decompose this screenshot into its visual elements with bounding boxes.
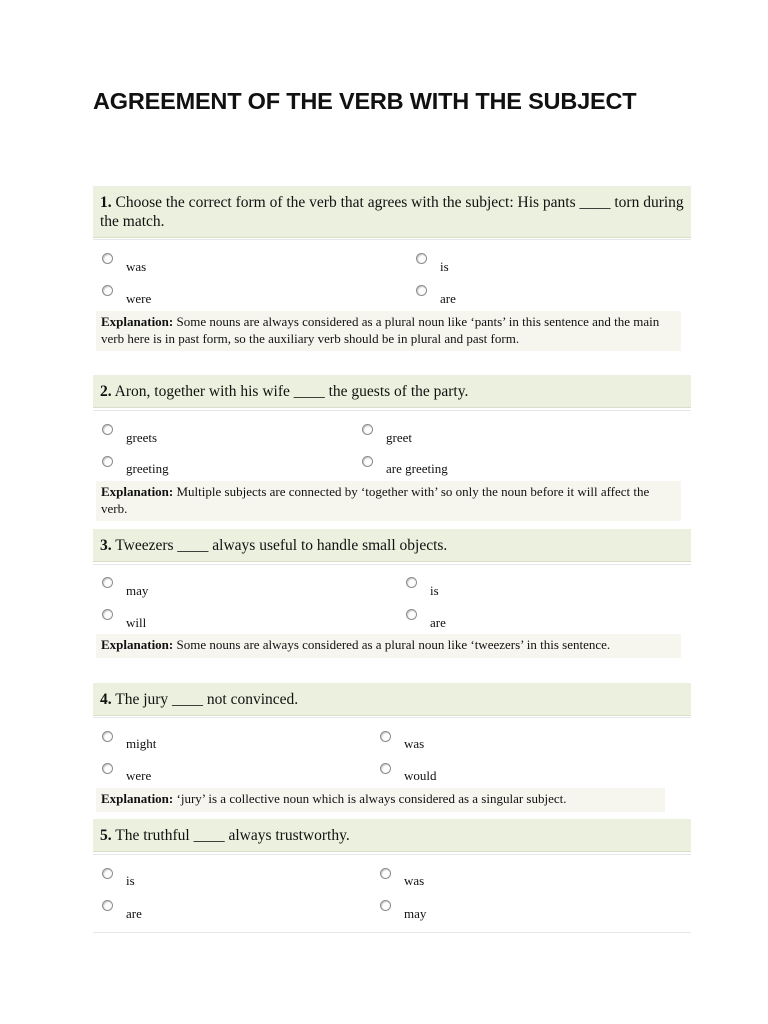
- question-number: 3.: [100, 537, 112, 554]
- divider: [93, 854, 691, 855]
- explanation-label: Explanation:: [101, 314, 174, 329]
- question-text: The jury ____ not convinced.: [115, 691, 299, 708]
- option-label: may: [404, 906, 427, 921]
- question-5-header: [93, 819, 691, 852]
- option-label: were: [126, 291, 152, 306]
- question-text: The truthful ____ always trustworthy.: [115, 827, 350, 844]
- explanation-1: [96, 311, 681, 351]
- explanation-text: Some nouns are always considered as a plural noun like ‘pants’ in this sentence and the main verb here is in past form, so the auxiliary verb should be in plural and past form.: [101, 314, 660, 346]
- explanation-label: Explanation:: [101, 637, 174, 652]
- explanation-4: [96, 788, 665, 812]
- explanation-3: [96, 634, 681, 658]
- radio-q2-greet[interactable]: [362, 424, 373, 435]
- option-label: is: [126, 873, 135, 888]
- question-number: 1.: [100, 194, 112, 211]
- option-label: would: [404, 768, 437, 783]
- option-label: are: [126, 906, 142, 921]
- page-title: AGREEMENT OF THE VERB WITH THE SUBJECT: [93, 88, 637, 114]
- option-label: greet: [386, 430, 412, 445]
- option-label: are: [430, 615, 446, 630]
- question-text: Choose the correct form of the verb that agrees with the subject: His pants ____ torn during the match.: [100, 194, 684, 230]
- explanation-text: ‘jury’ is a collective noun which is always considered as a singular subject.: [176, 791, 567, 806]
- divider: [93, 932, 691, 933]
- radio-q4-might[interactable]: [102, 731, 113, 742]
- question-2-header: [93, 375, 691, 408]
- divider: [93, 239, 691, 240]
- option-label: may: [126, 583, 149, 598]
- option-label: is: [440, 259, 449, 274]
- option-label: were: [126, 768, 152, 783]
- radio-q3-is[interactable]: [406, 577, 417, 588]
- radio-q2-greeting[interactable]: [102, 456, 113, 467]
- question-text: Aron, together with his wife ____ the guests of the party.: [114, 383, 469, 400]
- question-number: 4.: [100, 691, 112, 708]
- option-label: was: [126, 259, 147, 274]
- radio-q2-are-greeting[interactable]: [362, 456, 373, 467]
- radio-q3-may[interactable]: [102, 577, 113, 588]
- option-label: might: [126, 736, 157, 751]
- explanation-label: Explanation:: [101, 791, 174, 806]
- radio-q4-was[interactable]: [380, 731, 391, 742]
- radio-q4-would[interactable]: [380, 763, 391, 774]
- radio-q5-may[interactable]: [380, 900, 391, 911]
- radio-q1-were[interactable]: [102, 285, 113, 296]
- divider: [93, 410, 691, 411]
- option-label: was: [404, 873, 425, 888]
- question-3-header: [93, 529, 691, 562]
- radio-q1-are[interactable]: [416, 285, 427, 296]
- option-label: was: [404, 736, 425, 751]
- radio-q5-are[interactable]: [102, 900, 113, 911]
- explanation-label: Explanation:: [101, 484, 174, 499]
- radio-q5-is[interactable]: [102, 868, 113, 879]
- divider: [93, 564, 691, 565]
- radio-q1-was[interactable]: [102, 253, 113, 264]
- radio-q4-were[interactable]: [102, 763, 113, 774]
- question-number: 2.: [100, 383, 112, 400]
- explanation-text: Multiple subjects are connected by ‘together with’ so only the noun before it will affect the verb.: [101, 484, 650, 516]
- option-label: is: [430, 583, 439, 598]
- option-label: greets: [126, 430, 158, 445]
- explanation-2: [96, 481, 681, 521]
- radio-q5-was[interactable]: [380, 868, 391, 879]
- question-1-header: [93, 186, 691, 238]
- question-4-header: [93, 683, 691, 716]
- question-number: 5.: [100, 827, 112, 844]
- explanation-text: Some nouns are always considered as a plural noun like ‘tweezers’ in this sentence.: [176, 637, 611, 652]
- option-label: greeting: [126, 461, 169, 476]
- radio-q2-greets[interactable]: [102, 424, 113, 435]
- question-text: Tweezers ____ always useful to handle small objects.: [115, 537, 448, 554]
- option-label: are greeting: [386, 461, 448, 476]
- option-label: will: [126, 615, 147, 630]
- radio-q3-are[interactable]: [406, 609, 417, 620]
- option-label: are: [440, 291, 456, 306]
- divider: [93, 717, 691, 718]
- radio-q1-is[interactable]: [416, 253, 427, 264]
- radio-q3-will[interactable]: [102, 609, 113, 620]
